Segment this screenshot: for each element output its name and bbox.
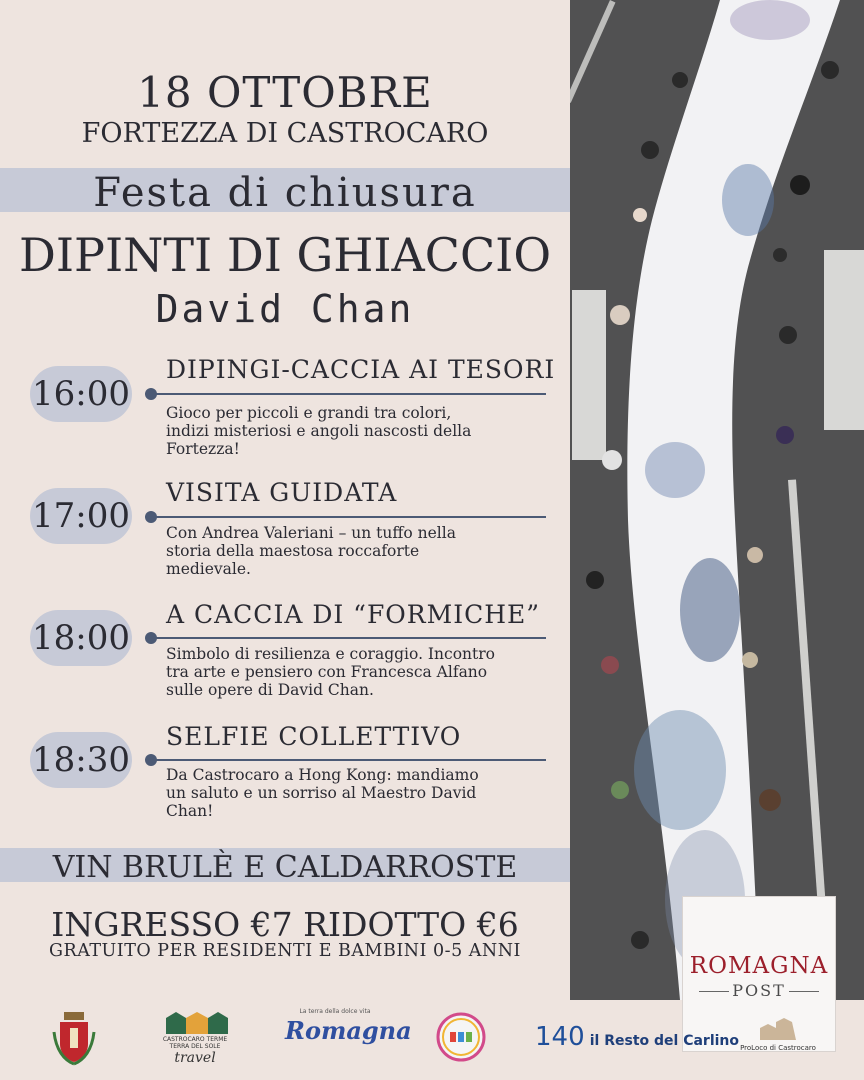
event-time-1: 16:00 xyxy=(30,366,132,422)
castrocaro-travel-logo: CASTROCARO TERME TERRA DEL SOLE travel xyxy=(150,1010,240,1070)
vin-brule-text: VIN BRULÈ E CALDARROSTE xyxy=(52,850,518,885)
event-venue: FORTEZZA DI CASTROCARO xyxy=(81,118,489,149)
event-title-2: VISITA GUIDATA xyxy=(166,478,398,507)
event-date: 18 OTTOBRE xyxy=(137,68,433,117)
romagna-post-line2: POST xyxy=(732,981,786,1000)
proloco-logo: ProLoco di Castrocaro xyxy=(738,1018,818,1058)
event-time-4: 18:30 xyxy=(30,732,132,788)
fortress-icon xyxy=(758,1018,798,1040)
event-time-2: 17:00 xyxy=(30,488,132,544)
resto-del-carlino-logo: 140 il Resto del Carlino xyxy=(535,1022,739,1052)
festa-heading: Festa di chiusura xyxy=(93,170,477,216)
event-desc-4: Da Castrocaro a Hong Kong: mandiamo un saluto e un sorriso al Maestro David Chan! xyxy=(166,766,479,820)
romagna-logo: La terra della dolce vita Romagna xyxy=(285,1008,412,1045)
event-title-3: A CACCIA DI “FORMICHE” xyxy=(166,600,541,629)
event-divider-2 xyxy=(150,516,546,518)
event-title-1: DIPINGI-CACCIA AI TESORI xyxy=(166,355,556,384)
exhibition-title: DIPINTI DI GHIACCIO xyxy=(18,228,552,282)
event-desc-3: Simbolo di resilienza e coraggio. Incontro tra arte e pensiero con Francesca Alfano sulle opere di David Chan. xyxy=(166,645,495,699)
colorful-circle-logo-icon xyxy=(436,1012,486,1062)
castle-icon xyxy=(162,1010,232,1034)
event-divider-1 xyxy=(150,393,546,395)
free-entry-note: GRATUITO PER RESIDENTI E BAMBINI 0-5 ANNI xyxy=(49,941,521,961)
ticket-price: INGRESSO €7 RIDOTTO €6 xyxy=(51,905,519,944)
sponsor-logos xyxy=(0,1000,864,1080)
coat-of-arms-icon xyxy=(52,1010,96,1066)
event-time-3: 18:00 xyxy=(30,610,132,666)
photo-illustration xyxy=(570,0,864,1000)
event-title-4: SELFIE COLLETTIVO xyxy=(166,722,462,751)
badge-rule-left xyxy=(699,991,729,992)
event-divider-3 xyxy=(150,637,546,639)
badge-rule-right xyxy=(789,991,819,992)
event-desc-2: Con Andrea Valeriani – un tuffo nella storia della maestosa roccaforte medievale. xyxy=(166,524,456,578)
romagna-post-line1: ROMAGNA xyxy=(689,953,829,979)
event-desc-1: Gioco per piccoli e grandi tra colori, indizi misteriosi e angoli nascosti della Fortezza! xyxy=(166,404,472,458)
event-divider-4 xyxy=(150,759,546,761)
artist-name: David Chan xyxy=(155,287,415,331)
aerial-photo xyxy=(570,0,864,1000)
